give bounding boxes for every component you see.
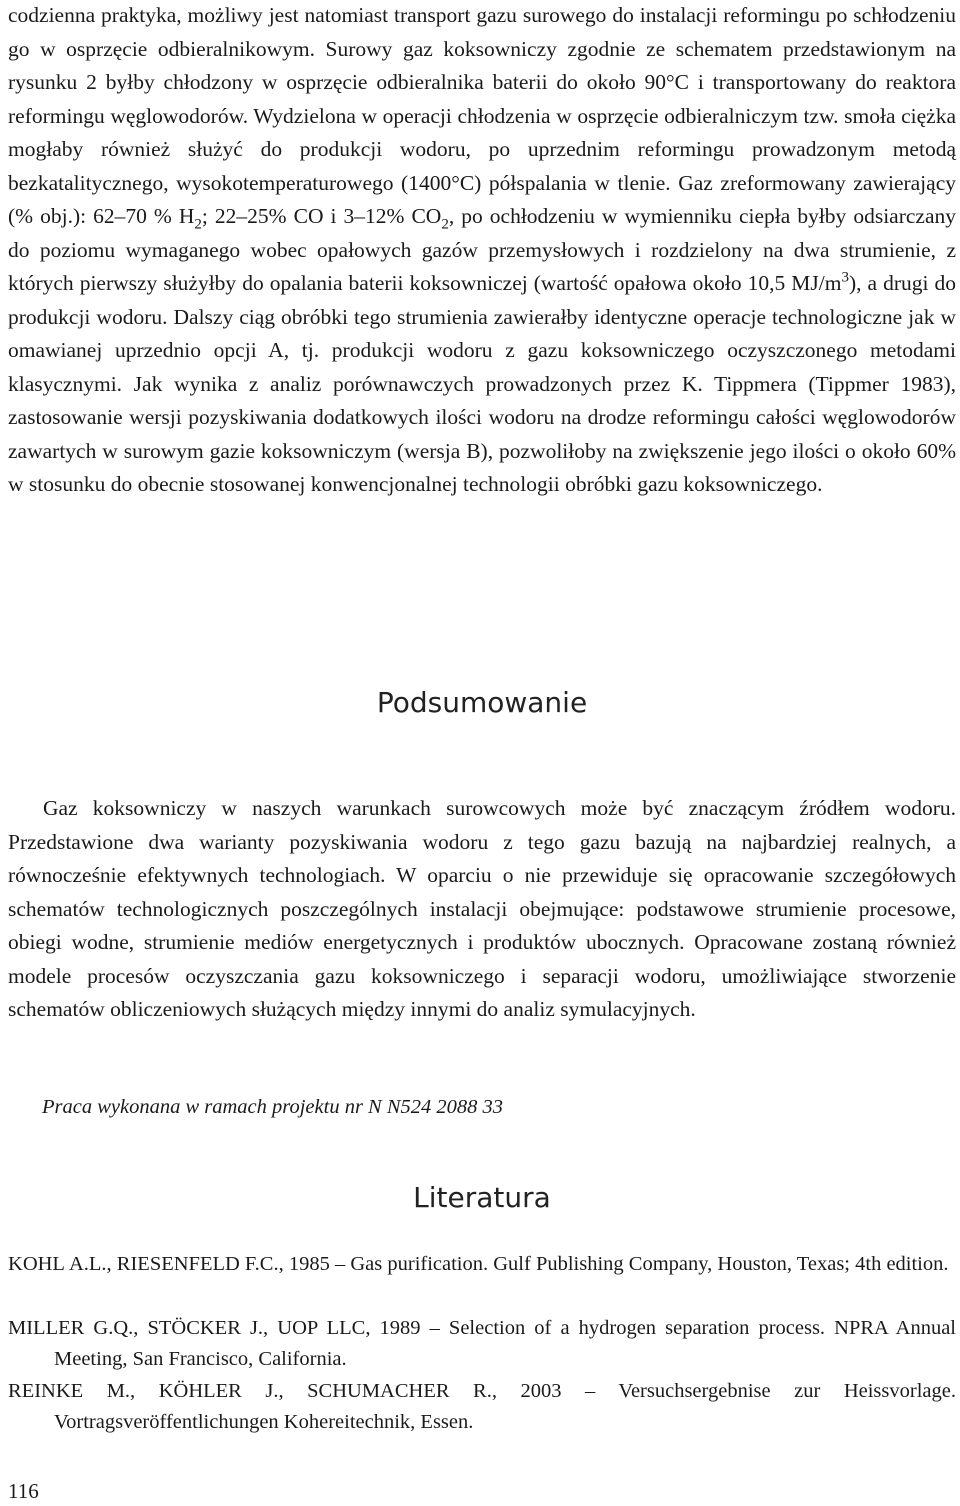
page-number: 116 bbox=[8, 1479, 39, 1503]
body-paragraph-continued bbox=[8, 0, 956, 502]
subscript: 2 bbox=[441, 216, 449, 233]
summary-paragraph: Gaz koksowniczy w naszych warunkach surowcowych może być znaczącym źródłem wodoru. Przedstawione dwa warianty pozyskiwania wodoru z tego gazu bazują na najbardziej realnych, a równocześnie efektywnych technologiach. W oparciu o nie przewiduje się opracowanie szczegółowych schematów technologicznych poszczególnych instalacji obejmujące: podstawowe strumienie procesowe, obiegi wodne, strumienie mediów energetycznych i produktów ubocznych. Opracowane zostaną również modele procesów oczyszczania gazu koksowniczego i separacji wodoru, umożliwiające stworzenie schematów obliczeniowych służących między innymi do analiz symulacyjnych. bbox=[8, 796, 956, 1021]
reference-entry: KOHL A.L., RIESENFELD F.C., 1985 – Gas purification. Gulf Publishing Company, Houston, Texas; 4th edition. bbox=[8, 1253, 949, 1275]
superscript: 3 bbox=[841, 269, 849, 286]
reference-entry: MILLER G.Q., STÖCKER J., UOP LLC, 1989 – Selection of a hydrogen separation process. NPRA Annual Meeting, San Francisco, California. bbox=[8, 1317, 956, 1370]
paragraph-text: , po ochłodzeniu w wymienniku ciepła byłby odsiarczany do poziomu wymaganego wobec opałowych gazów przemysłowych i rozdzielony na dwa strumienie, z których pierwszy służyłby do opalania baterii koksowniczej (wartość opałowa około 10,5 MJ/m bbox=[8, 204, 956, 295]
reference-entry: REINKE M., KÖHLER J., SCHUMACHER R., 2003 – Versuchsergebnise zur Heissvorlage. Vortragsveröffentlichungen Kohereitechnik, Essen. bbox=[8, 1380, 956, 1433]
section-heading-summary: Podsumowanie bbox=[376, 686, 588, 719]
paragraph-text: codzienna praktyka, możliwy jest natomiast transport gazu surowego do instalacji reformingu po schłodzeniu go w osprzęcie odbieralnikowym. Surowy gaz koksowniczy zgodnie ze schematem przedstawionym na rysunku 2 byłby chłodzony w osprzęcie odbieralnika baterii do około 90°C i transportowany do reaktora reformingu węglowodorów. Wydzielona w operacji chłodzenia w osprzęcie odbieralniczym tzw. smoła ciężka mogłaby również służyć do produkcji wodoru, po uprzednim reformingu prowadzonym metodą bezkatalitycznego, wysokotemperaturowego (1400°C) półspalania w tlenie. Gaz zreformowany zawierający (% obj.): 62–70 % H bbox=[8, 3, 956, 228]
section-heading-literature: Literatura bbox=[413, 1181, 551, 1214]
subscript: 2 bbox=[194, 216, 202, 233]
paragraph-text: ), a drugi do produkcji wodoru. Dalszy ciąg obróbki tego strumienia zawierałby identyczne operacje technologiczne jak w omawianej uprzednio opcji A, tj. produkcji wodoru z gazu koksowniczego oczyszczonego metodami klasycznymi. Jak wynika z analiz porównawczych prowadzonych przez K. Tippmera (Tippmer 1983), zastosowanie wersji pozyskiwania dodatkowych ilości wodoru na drodze reformingu całości węglowodorów zawartych w surowym gazie koksowniczym (wersja B), pozwoliłoby na zwiększenie jego ilości o około 60% w stosunku do obecnie stosowanej konwencjonalnej technologii obróbki gazu koksowniczego. bbox=[8, 271, 956, 496]
paragraph-text: ; 22–25% CO i 3–12% CO bbox=[201, 204, 442, 228]
funding-note: Praca wykonana w ramach projektu nr N N524 2088 33 bbox=[42, 1096, 504, 1118]
document-page bbox=[8, 0, 958, 1506]
